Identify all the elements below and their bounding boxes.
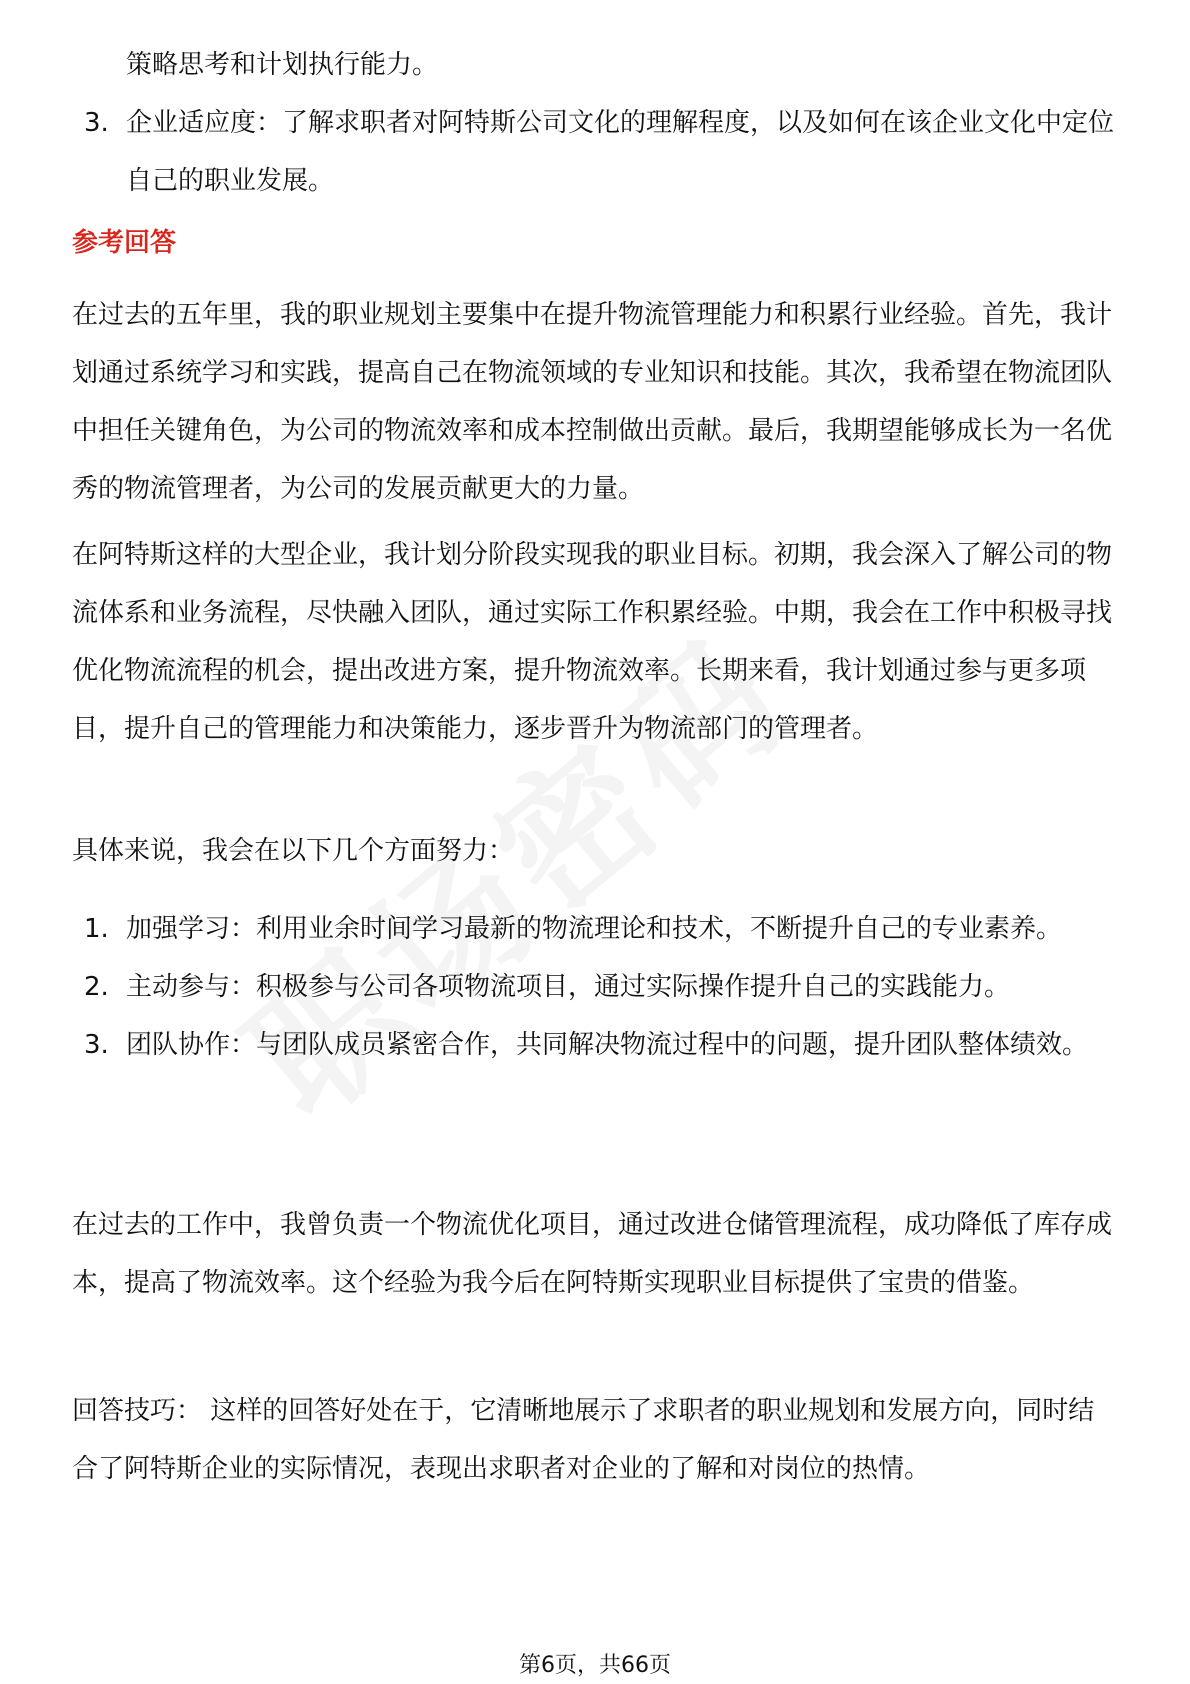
intro-continuation: 策略思考和计划执行能力。 — [126, 50, 439, 80]
list-text: 企业适应度：了解求职者对阿特斯公司文化的理解程度，以及如何在该企业文化中定位自己的职业发展。 — [126, 108, 1115, 196]
paragraph: 在过去的五年里，我的职业规划主要集中在提升物流管理能力和积累行业经验。首先，我计划通过系统学习和实践，提高自己在物流领域的专业知识和技能。其次，我希望在物流团队中担任关键角色，为公司的物流效率和成本控制做出贡献。最后，我期望能够成长为一名优秀的物流管理者，为公司的发展贡献更大的力量。 — [72, 300, 1113, 504]
list-number: 3. — [84, 1030, 109, 1060]
list-text: 主动参与：积极参与公司各项物流项目，通过实际操作提升自己的实践能力。 — [126, 972, 1011, 1002]
paragraph: 在阿特斯这样的大型企业，我计划分阶段实现我的职业目标。初期，我会深入了解公司的物流体系和业务流程，尽快融入团队，通过实际工作积累经验。中期，我会在工作中积极寻找优化物流流程的机会，提出改进方案，提升物流效率。长期来看，我计划通过参与更多项目，提升自己的管理能力和决策能力，逐步晋升为物流部门的管理者。 — [72, 540, 1113, 744]
list-text: 团队协作：与团队成员紧密合作，共同解决物流过程中的问题，提升团队整体绩效。 — [126, 1030, 1089, 1060]
list-item — [72, 900, 1118, 958]
list-item — [72, 1016, 1118, 1074]
paragraph: 具体来说，我会在以下几个方面努力： — [72, 836, 515, 866]
intro-list — [72, 94, 1118, 210]
efforts-list — [72, 900, 1118, 1074]
list-number: 1. — [84, 914, 109, 944]
section-heading: 参考回答 — [72, 228, 177, 258]
list-item — [72, 94, 1118, 210]
list-number: 2. — [84, 972, 109, 1002]
page-number: 第6页，共66页 — [519, 1653, 671, 1678]
list-item — [72, 958, 1118, 1016]
list-text: 加强学习：利用业余时间学习最新的物流理论和技术，不断提升自己的专业素养。 — [126, 914, 1063, 944]
list-number: 3. — [84, 108, 109, 138]
answer-tip: 回答技巧： 这样的回答好处在于，它清晰地展示了求职者的职业规划和发展方向，同时结合了阿特斯企业的实际情况，表现出求职者对企业的了解和对岗位的热情。 — [72, 1396, 1095, 1484]
paragraph: 在过去的工作中，我曾负责一个物流优化项目，通过改进仓储管理流程，成功降低了库存成本，提高了物流效率。这个经验为我今后在阿特斯实现职业目标提供了宝贵的借鉴。 — [72, 1210, 1113, 1298]
